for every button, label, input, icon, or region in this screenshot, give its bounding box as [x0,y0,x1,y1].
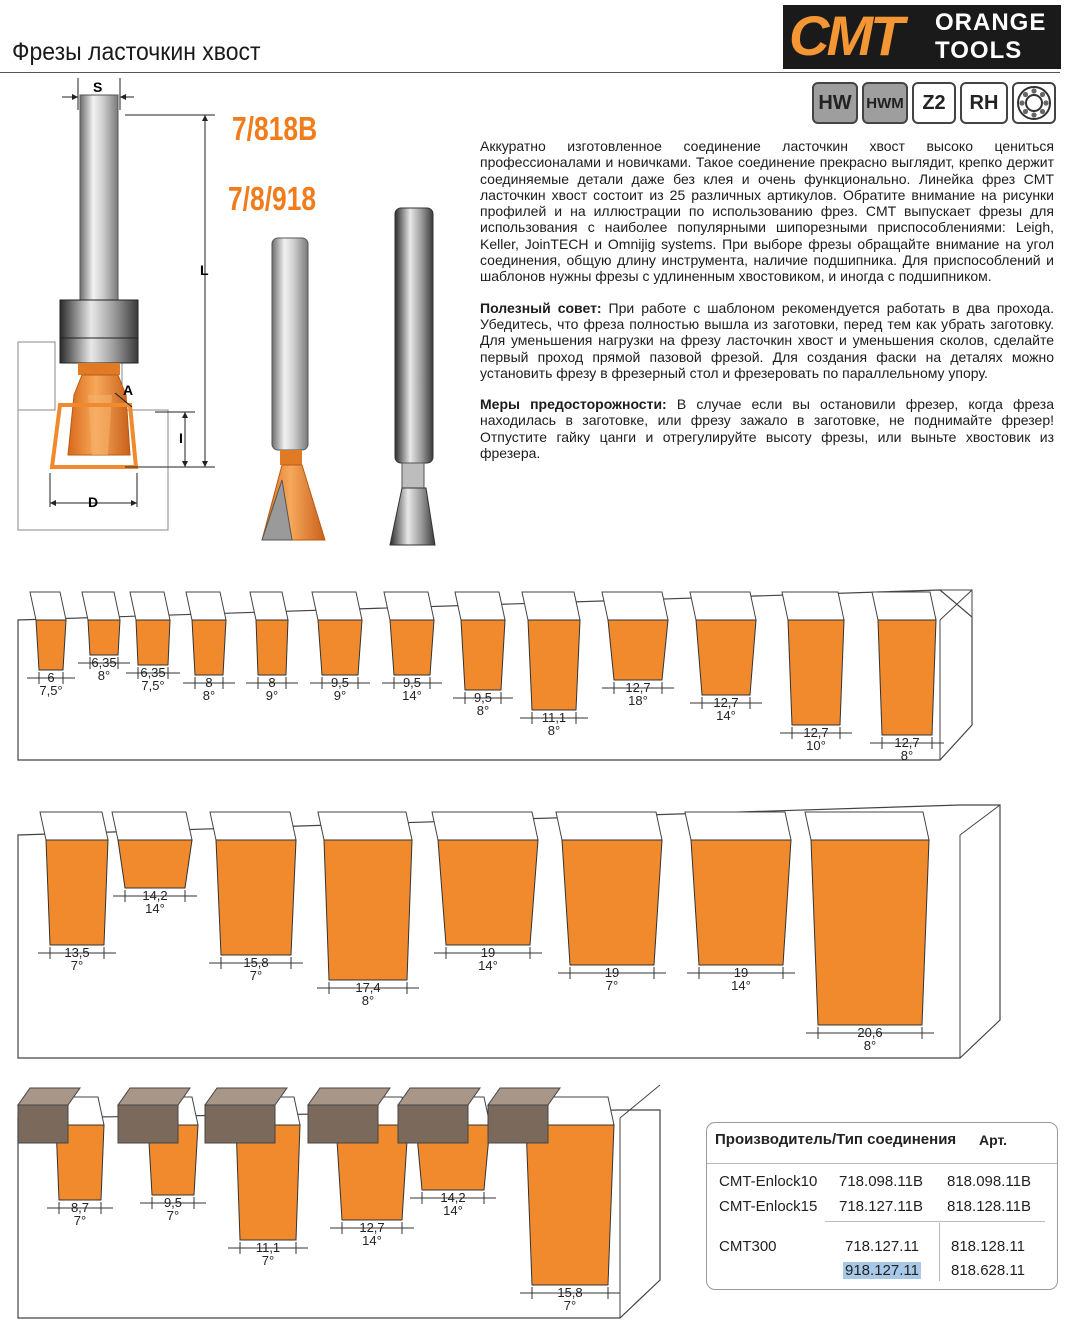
profile-diameter-label: 19 [604,965,620,980]
warning-text: В случае если вы остановили фрезер, когда фреза находилась в заготовке, или фрезу зажало в заготовке, не поднимайте фрезер! Отпустите гайку цанги и отрегулируйте высоту фрезы, или выньте хвостовик из фрезера. [480,396,1055,462]
profile-angle-label: 14° [716,708,736,723]
profile-diameter-label: 11,1 [541,710,567,725]
profile-diameter-label: 12,7 [803,725,829,740]
art-table [706,1122,1058,1290]
table-row-c1: 718.098.11B [839,1173,923,1190]
profile-diameter-label: 12,7 [713,695,739,710]
table-row-c2: 818.128.11B [947,1198,1031,1215]
profile-angle-label: 10° [806,738,826,753]
profile-diameter-label: 17,4 [355,980,381,995]
profile-angle-label: 7,5° [141,678,165,693]
table-divider [825,1221,1045,1222]
table-row-c1: 718.127.11B [839,1198,923,1215]
profile-diameter-label: 11,1 [255,1240,281,1255]
profile-angle-label: 8° [361,993,375,1008]
table-row-maker: CMT-Enlock15 [719,1198,818,1215]
profile-diameter-label: 14,2 [142,888,168,903]
table-col-divider [939,1223,940,1281]
profile-angle-label: 14° [362,1233,382,1248]
profile-angle-label: 7° [166,1208,180,1223]
router-long-shank [390,208,435,545]
wood-cap [308,1088,390,1143]
table-row-c2: 818.128.11 [951,1238,1025,1255]
profile-diameter-label: 6,35 [91,655,117,670]
logo-brand: CMT [789,4,902,67]
dovetail-profile [38,812,116,973]
dovetail-profile [317,812,419,1008]
profile-angle-label: 14° [145,901,165,916]
dim-l-label: L [200,262,209,278]
wood-cap [205,1088,287,1143]
description-intro: Аккуратно изготовленное соединение ласточкин хвост высоко цениться профессионалами и новичками. Такое соединение прекрасно выглядит, крепко держит соединяемые детали даже без клея и очень функционально. Линейка фрез CMT ласточкин хвост состоит из 25 различных артикулов. Обратите внимание на рисунки профилей и на иллюстрации по использованию фрез. CMT выпускает фрезы для использования с наиболее популярными шипорезными приспособлениями: Leigh, Keller, JoinTECH и Omnijig systems. При выборе фрезы обращайте внимание на угол соединения, общую длину инструмента, наличие подшипника. Для приспособлений и шаблонов нужны фрезы с удлиненным хвостовиком, и иногда с подшипником. [480,138,1054,285]
profiles-row-3 [0,1080,700,1330]
title-divider [0,72,1060,73]
profiles-row-2 [0,800,1076,1065]
logo-line1: ORANGE [935,9,1047,36]
profile-diameter-label: 12,7 [894,735,920,750]
warning-title: Меры предосторожности: [480,396,667,413]
table-row-c1: 718.127.11 [845,1238,919,1255]
profile-diameter-label: 8,7 [70,1200,90,1215]
profile-diameter-label: 8 [268,675,276,690]
badge-hw: HW [812,82,858,124]
profile-angle-label: 8° [900,748,914,763]
dim-i-label: I [179,430,183,446]
dovetail-profile [690,592,762,723]
profile-angle-label: 8° [97,668,111,683]
profile-diameter-label: 9,5 [330,675,350,690]
profile-angle-label: 7° [73,1213,87,1228]
badge-rh: RH [960,82,1008,124]
table-row-maker: CMT-Enlock10 [719,1173,818,1190]
profile-diameter-label: 9,5 [402,675,422,690]
profile-diameter-label: 15,8 [243,955,269,970]
profile-diameter-label: 12,7 [359,1220,385,1235]
profile-angle-label: 9° [265,688,279,703]
profile-diameter-label: 19 [733,965,749,980]
description-tip [480,300,1054,381]
dim-s-label: S [93,79,103,95]
profile-angle-label: 7° [70,958,84,973]
profile-angle-label: 8° [476,703,490,718]
profile-diameter-label: 12,7 [625,680,651,695]
dovetail-profile [805,812,934,1053]
tip-text: При работе с шаблоном рекомендуется работать в два прохода. Убедитесь, что фреза полностью вышла из заготовки, перед тем как убрать заготовку. Для уменьшения нагрузки на фрезу ласточкин хвост и уменьшения сколов, сделайте первый проход прямой пазовой фрезой. Для создания фаски на деталях можно установить фрезу в фрезерный стол и фрезеровать по параллельному упору. [480,299,1054,381]
product-code-918: 7/8/918 [228,180,317,217]
table-divider [707,1163,1057,1164]
page-title: Фрезы ласточкин хвост [12,38,261,66]
table-row-maker: CMT300 [719,1238,777,1255]
profile-angle-label: 9° [333,688,347,703]
profile-diameter-label: 8 [205,675,213,690]
profile-diameter-label: 14,2 [440,1190,466,1205]
profile-angle-label: 7° [249,968,263,983]
profile-diameter-label: 20,6 [857,1025,883,1040]
router-918 [262,238,325,540]
profile-diameter-label: 15,8 [557,1285,583,1300]
badge-z2: Z2 [912,82,956,124]
dim-a-label: A [123,382,134,398]
profile-angle-label: 18° [628,693,648,708]
profile-angle-label: 7,5° [39,683,63,698]
profile-diameter-label: 6 [47,670,55,685]
profile-angle-label: 7° [261,1253,275,1268]
wood-cap [398,1088,480,1143]
logo-line2: TOOLS [935,37,1023,64]
table-header: Производитель/Тип соединения [715,1131,957,1148]
table-header-art: Арт. [979,1132,1007,1148]
profile-diameter-label: 9,5 [163,1195,183,1210]
table-row-c2: 818.628.11 [951,1262,1025,1279]
product-code-818b: 7/818B [232,110,318,147]
profile-diameter-label: 19 [480,945,496,960]
table-row-c1-highlighted: 918.127.11 [845,1262,919,1279]
profile-angle-label: 8° [202,688,216,703]
profile-angle-label: 8° [547,723,561,738]
bearing-icon [1012,82,1056,124]
profile-angle-label: 14° [478,958,498,973]
profile-diameter-label: 6,35 [140,665,166,680]
profile-diameter-label: 9,5 [473,690,493,705]
tool-illustration [0,75,470,555]
profile-diameter-label: 13,5 [64,945,90,960]
description [480,138,1054,476]
profile-angle-label: 7° [563,1298,577,1313]
profile-angle-label: 14° [443,1203,463,1218]
profile-angle-label: 7° [605,978,619,993]
badge-hwm: HWM [862,82,908,124]
profiles-row-1 [0,585,1076,775]
profile-angle-label: 8° [863,1038,877,1053]
profile-angle-label: 14° [731,978,751,993]
dim-d-label: D [88,494,99,510]
table-row-c2: 818.098.11B [947,1173,1031,1190]
router-818b [60,95,138,455]
description-warning [480,396,1054,461]
cmt-logo [783,5,1061,69]
profile-angle-label: 14° [402,688,422,703]
tip-title: Полезный совет: [480,299,602,316]
